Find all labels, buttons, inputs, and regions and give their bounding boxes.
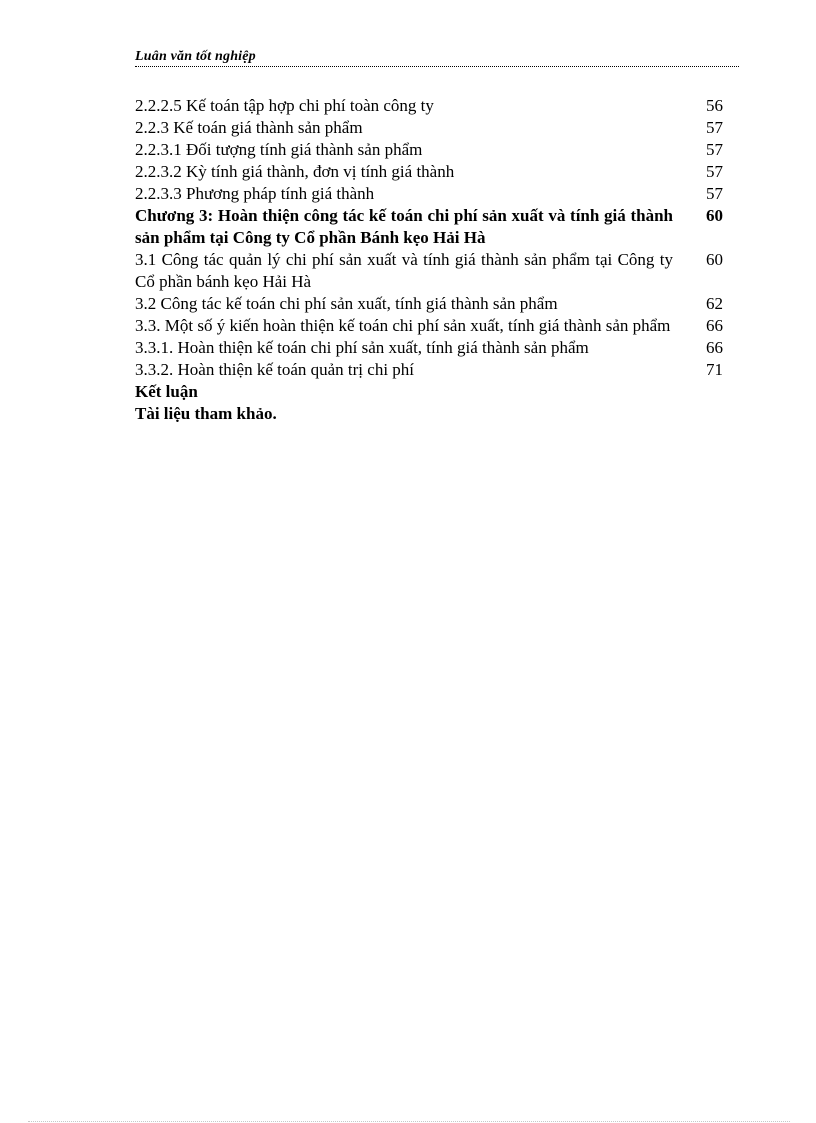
- toc-entry-text: 3.2 Công tác kế toán chi phí sản xuất, tính giá thành sản phẩm: [135, 294, 558, 313]
- toc-references[interactable]: [135, 403, 723, 425]
- toc-entry-page: 57: [706, 162, 723, 181]
- toc-entry-page: 57: [706, 184, 723, 203]
- toc-entry-text: Chương 3: Hoàn thiện công tác kế toán chi phí sản xuất và tính giá thành sản phẩm tại Công ty Cổ phần Bánh kẹo Hải Hà: [135, 206, 673, 247]
- toc-entry-page: 60: [706, 250, 723, 269]
- toc-entry[interactable]: [135, 249, 723, 293]
- toc-entry-page: 66: [706, 316, 723, 335]
- toc-entry-text: 3.3. Một số ý kiến hoàn thiện kế toán chi phí sản xuất, tính giá thành sản phẩm: [135, 316, 671, 335]
- toc-entry-text: 3.3.1. Hoàn thiện kế toán chi phí sản xuất, tính giá thành sản phẩm: [135, 338, 589, 357]
- toc-entry-text: 2.2.3.1 Đối tượng tính giá thành sản phẩm: [135, 140, 423, 159]
- toc-entry[interactable]: [135, 337, 723, 359]
- toc-entry-text: 2.2.3.3 Phương pháp tính giá thành: [135, 184, 375, 203]
- toc-entry[interactable]: [135, 95, 723, 117]
- table-of-contents: [135, 95, 723, 425]
- toc-entry-text: 2.2.3 Kế toán giá thành sản phẩm: [135, 118, 363, 137]
- toc-entry[interactable]: [135, 293, 723, 315]
- toc-entry-text: 3.3.2. Hoàn thiện kế toán quản trị chi phí: [135, 360, 415, 379]
- toc-entry[interactable]: [135, 315, 723, 337]
- toc-entry[interactable]: [135, 183, 723, 205]
- toc-entry-page: 66: [706, 338, 723, 357]
- toc-entry[interactable]: [135, 161, 723, 183]
- toc-entry-page: 57: [706, 140, 723, 159]
- toc-entry-text: Kết luận: [135, 382, 198, 401]
- toc-entry-text: 2.2.3.2 Kỳ tính giá thành, đơn vị tính giá thành: [135, 162, 455, 181]
- toc-entry-page: 71: [706, 360, 723, 379]
- toc-entry-text: 2.2.2.5 Kế toán tập hợp chi phí toàn công ty: [135, 96, 434, 115]
- toc-entry-page: 56: [706, 96, 723, 115]
- toc-entry-page: 57: [706, 118, 723, 137]
- toc-conclusion[interactable]: [135, 381, 723, 403]
- toc-entry-text: Tài liệu tham khảo.: [135, 404, 277, 423]
- toc-entry-page: 62: [706, 294, 723, 313]
- page-header: [135, 46, 739, 67]
- toc-chapter-heading[interactable]: [135, 205, 723, 249]
- toc-entry[interactable]: [135, 139, 723, 161]
- page-bottom-rule: [28, 1121, 790, 1122]
- toc-entry[interactable]: [135, 359, 723, 381]
- toc-entry-text: 3.1 Công tác quản lý chi phí sản xuất và tính giá thành sản phẩm tại Công ty Cổ phần bánh kẹo Hải Hà: [135, 250, 673, 291]
- header-title: Luân văn tốt nghiệp: [135, 49, 256, 64]
- toc-entry-page: 60: [706, 206, 723, 225]
- toc-entry[interactable]: [135, 117, 723, 139]
